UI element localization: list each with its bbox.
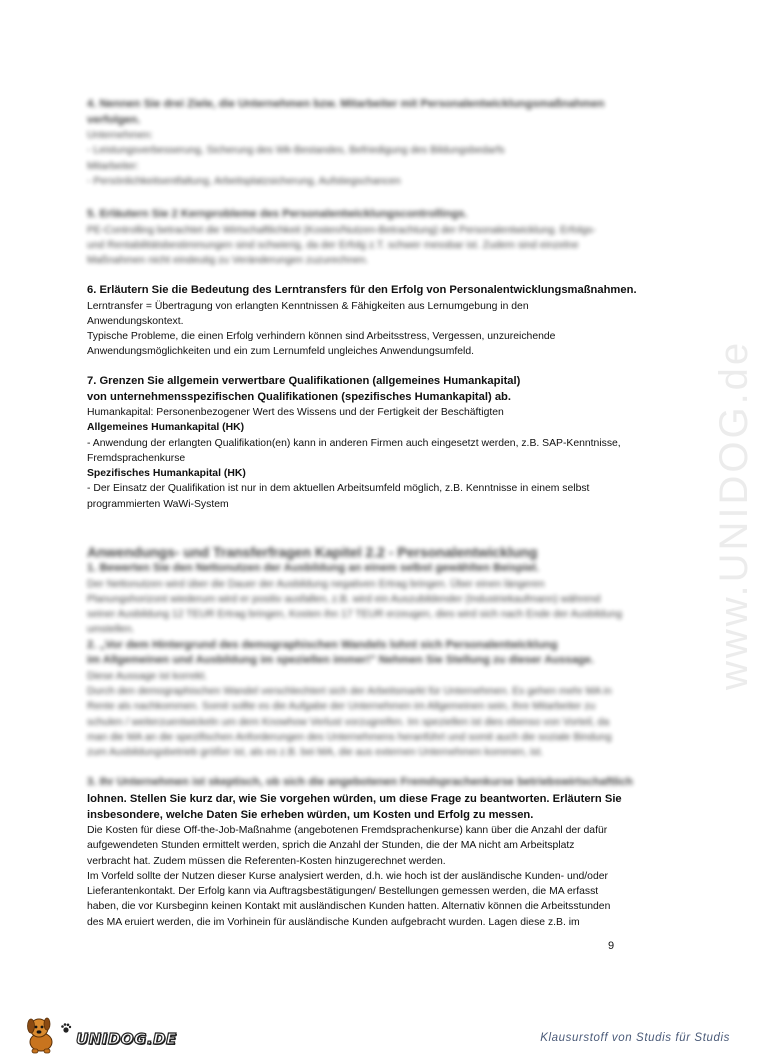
question-7-line: - Der Einsatz der Qualifikation ist nur in dem aktuellen Arbeitsumfeld möglich, z.B. Kenntnisse in einem selbst [87, 483, 590, 495]
question-4-line: Unternehmen: [87, 130, 153, 141]
question-3-line: Die Kosten für diese Off-the-Job-Maßnahme (angebotenen Fremdsprachenkurse) kann über die Anzahl der dafür [87, 825, 608, 836]
question-7-subheading: Spezifisches Humankapital (HK) [87, 468, 246, 480]
section-line: Rente als nachkommen. Somit sollte es die Aufgabe der Unternehmen im Allgemeinen sein, ihre Mitarbeiter zu [87, 701, 596, 713]
paw-icon [60, 1022, 72, 1034]
question-7-title: 7. Grenzen Sie allgemein verwertbare Qualifikationen (allgemeines Humankapital) [87, 375, 521, 387]
question-3-line: des MA eruiert werden, die im Vorhinein für ausländische Kunden aufgebracht wurden. Lagen diese z.B. im [87, 916, 580, 928]
question-5-line: Maßnahmen nicht eindeutig zu Veränderungen zuzurechnen. [87, 255, 369, 267]
question-6-line: Typische Probleme, die einen Erfolg verhindern können sind Arbeitsstress, Vergessen, unzureichende [87, 331, 556, 343]
question-7-line: Humankapital: Personenbezogener Wert des Wissens und der Fertigkeit der Beschäftigten [87, 407, 504, 418]
question-5-line: PE-Controlling betrachtet die Wirtschaftlichkeit (Kosten/Nutzen-Betrachtung) der Personalentwicklung. Erfolgs- [87, 224, 596, 236]
section-line: Planungshorizont wiederum wird er positiv ausfallen, z.B. wird ein Auszubildender (Industriekaufmann) während [87, 593, 601, 605]
question-3-line: Im Vorfeld sollte der Nutzen dieser Kurse analysiert werden, d.h. wie hoch ist der ausländische Kunden- und/oder [87, 870, 608, 882]
question-4-line: - Persönlichkeitsentfaltung, Arbeitsplatzsicherung, Aufstiegschancen [87, 175, 401, 187]
question-7-line: programmierten WaWi-System [87, 498, 229, 510]
question-3-title-cont: lohnen. Stellen Sie kurz dar, wie Sie vorgehen würden, um diese Frage zu beantworten. Erläutern Sie [87, 793, 622, 805]
section-line: Durch den demographischen Wandel verschlechtert sich der Arbeitsmarkt für Unternehmen. Es gehen mehr MA in [87, 685, 612, 697]
question-4-line: - Leistungsverbesserung, Sicherung des Wk-Bestandes, Befriedigung des Bildungsbedarfs [87, 145, 505, 157]
question-5-line: und Rentabilitätsbestimmungen sind schwierig, da der Erfolg z.T. schwer messbar ist. Zudem sind einzelne [87, 239, 579, 251]
logo-text: UNIDOG.DE [76, 1030, 177, 1048]
footer-slogan: Klausurstoff von Studis für Studis [540, 1032, 730, 1044]
section-title: Anwendungs- und Transferfragen Kapitel 2.2 - Personalentwicklung [87, 544, 538, 560]
question-3-title-blurred [87, 775, 687, 791]
question-7-line: - Anwendung der erlangten Qualifikation(en) kann in anderen Firmen auch eingesetzt werden, z.B. SAP-Kenntnisse, [87, 437, 621, 449]
question-4-title: 4. Nennen Sie drei Ziele, die Unternehmen bzw. Mitarbeiter mit Personalentwicklungsmaßnahmen [87, 98, 605, 110]
question-4-line: Mitarbeiter: [87, 160, 139, 172]
question-5-block [87, 207, 687, 268]
question-5-title: 5. Erläutern Sie 2 Kernprobleme des Personalentwicklungscontrollings. [87, 208, 468, 220]
section-line: schulen / weiterzuentwickeln um dem Knowhow Verlust vorzugreifen. Im speziellen ist dies ebenso von Vorteil, da [87, 716, 610, 728]
question-6-block [87, 283, 687, 360]
section-question-1-title: 1. Bewerten Sie den Nettonutzen der Ausbildung an einem selbst gewählten Beispiel. [87, 562, 540, 574]
section-line: man die MA an die spezifischen Anforderungen des Unternehmens heranführt und somit auch die soziale Bindung [87, 731, 612, 743]
section-line: Der Nettonutzen wird über die Dauer der Ausbildung negativen Ertrag bringen. Über einen längeren [87, 578, 545, 590]
question-7-block [87, 374, 687, 512]
page-number: 9 [608, 940, 615, 952]
question-3-line: Lieferantenkontakt. Der Erfolg kann via Auftragsbestätigungen/ Bestellungen gemessen werden, die MA erfasst [87, 886, 599, 898]
question-6-title: 6. Erläutern Sie die Bedeutung des Lerntransfers für den Erfolg von Personalentwicklungsmaßnahmen. [87, 284, 637, 296]
question-3-title: 3. Ihr Unternehmen ist skeptisch, ob sich die angebotenen Fremdsprachenkurse betriebswirtschaftlich [87, 776, 633, 788]
question-6-line: Anwendungskontext. [87, 315, 184, 327]
question-3-line: aufgewendeten Stunden ermittelt werden, sprich die Anzahl der Stunden, die der MA nicht am Arbeitsplatz [87, 840, 575, 852]
section-question-2-title: 2. „Vor dem Hintergrund des demographischen Wandels lohnt sich Personalentwicklung [87, 638, 558, 651]
unidog-logo [24, 1014, 177, 1054]
section-line: Diese Aussage ist korrekt. [87, 670, 208, 682]
question-3-title-cont: insbesondere, welche Daten Sie erheben würden, um Kosten und Erfolg zu messen. [87, 808, 534, 821]
section-line: zum Ausbildungsbetrieb größer ist, als es z.B. bei MA, die aus externen Unternehmen kommen, ist. [87, 747, 544, 759]
question-3-line: verbracht hat. Zudem müssen die Referenten-Kosten hinzugerechnet werden. [87, 855, 446, 867]
section-question-2-title-cont: im Allgemeinen und Ausbildung im speziellen immer!" Nehmen Sie Stellung zu dieser Aussage. [87, 654, 594, 667]
transfer-section-block [87, 543, 687, 760]
dog-icon [24, 1014, 58, 1054]
question-6-line: Anwendungsmöglichkeiten und ein zum Lernumfeld ungleiches Anwendungsumfeld. [87, 346, 475, 358]
watermark: www.UNIDOG.de [712, 339, 756, 690]
section-line: umstellen. [87, 624, 135, 636]
question-6-line: Lerntransfer = Übertragung von erlangten Kenntnissen & Fähigkeiten aus Lernumgebung in den [87, 300, 529, 312]
section-line: seiner Ausbildung 12 TEUR Ertrag bringen, Kosten ihn 17 TEUR erzeugen, dies wird sich nach Ende der Ausbildung [87, 609, 623, 621]
question-7-title-cont: von unternehmensspezifischen Qualifikationen (spezifisches Humankapital) ab. [87, 390, 511, 403]
question-4-block [87, 97, 687, 189]
question-3-line: haben, die vor Kursbeginn keinen Kontakt mit ausländischen Kunden hatten. Alternativ können die Arbeitsstunden [87, 901, 611, 913]
question-7-line: Fremdsprachenkurse [87, 452, 186, 464]
question-4-title-cont: verfolgen. [87, 113, 141, 126]
question-7-subheading: Allgemeines Humankapital (HK) [87, 422, 245, 434]
question-3-block [87, 792, 687, 930]
